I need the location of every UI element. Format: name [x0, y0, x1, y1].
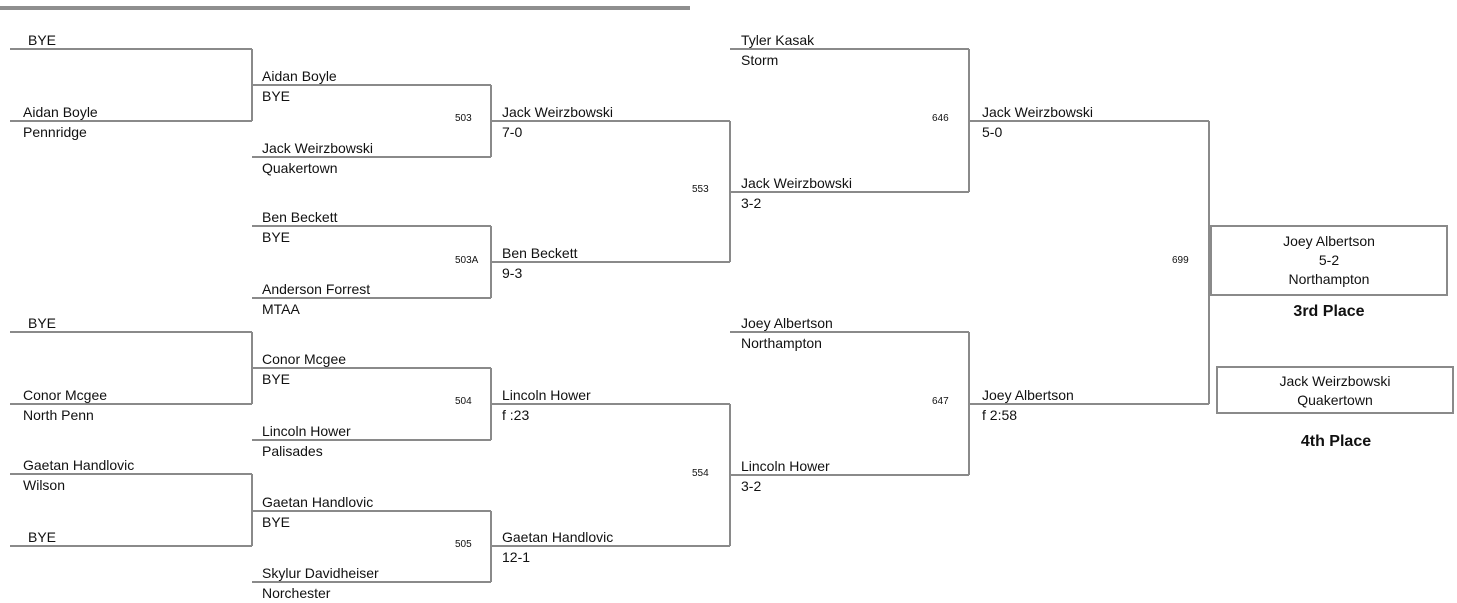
- r5-bottom-name: Joey Albertson: [982, 387, 1074, 403]
- r5-bottom-score: f 2:58: [982, 407, 1018, 423]
- r5-top-name: Jack Weirzbowski: [982, 104, 1093, 120]
- third-place-team: Northampton: [1288, 271, 1370, 287]
- r4-bottom-winner-score: 3-2: [741, 478, 762, 494]
- bout-number: 504: [455, 396, 472, 407]
- bout-number: 503: [455, 113, 472, 124]
- r4-top-winner-score: 3-2: [741, 195, 762, 211]
- bout-number: 503A: [455, 255, 479, 266]
- r2-m2-top-team: BYE: [262, 229, 291, 245]
- r1-b1-bottom-name: Aidan Boyle: [23, 104, 98, 120]
- r2-m4-top-name: Gaetan Handlovic: [262, 494, 374, 510]
- r2-m3-bottom-name: Lincoln Hower: [262, 423, 351, 439]
- r2-m2-bottom-team: MTAA: [262, 301, 300, 317]
- r1-b3-top-name: Gaetan Handlovic: [23, 457, 135, 473]
- r2-m3-top-team: BYE: [262, 371, 291, 387]
- third-place-name: Joey Albertson: [1283, 233, 1375, 249]
- bout-number: 505: [455, 539, 472, 550]
- r2-m2-bottom-name: Anderson Forrest: [262, 281, 371, 297]
- bout-number: 553: [692, 184, 709, 195]
- r4-top-winner-name: Jack Weirzbowski: [741, 175, 852, 191]
- r4-top-entry-name: Tyler Kasak: [741, 32, 815, 48]
- fourth-place-box: [1216, 366, 1454, 414]
- r3-w1-score: 7-0: [502, 124, 523, 140]
- r2-m1-top-name: Aidan Boyle: [262, 68, 337, 84]
- r3-w2-score: 9-3: [502, 265, 523, 281]
- bout-number: 554: [692, 468, 709, 479]
- bout-number: 646: [932, 113, 949, 124]
- bout-number: 699: [1172, 255, 1189, 266]
- r2-m2-top-name: Ben Beckett: [262, 209, 338, 225]
- r1-b3-bottom-name: BYE: [28, 529, 57, 545]
- fourth-place-label: 4th Place: [1300, 433, 1372, 450]
- r4-bottom-entry-name: Joey Albertson: [741, 315, 833, 331]
- r3-w4-name: Gaetan Handlovic: [502, 529, 614, 545]
- r2-m3-bottom-team: Palisades: [262, 443, 323, 459]
- r2-m1-bottom-team: Quakertown: [262, 160, 338, 176]
- r2-m4-bottom-name: Skylur Davidheiser: [262, 565, 379, 581]
- third-place-label: 3rd Place: [1293, 303, 1365, 320]
- r4-bottom-entry-team: Northampton: [741, 335, 822, 351]
- r5-top-score: 5-0: [982, 124, 1003, 140]
- r2-m1-top-team: BYE: [262, 88, 291, 104]
- r3-w4-score: 12-1: [502, 549, 531, 565]
- r1-b2-top-name: BYE: [28, 315, 57, 331]
- r3-w3-score: f :23: [502, 407, 530, 423]
- third-place-score: 5-2: [1318, 252, 1340, 268]
- r2-m4-top-team: BYE: [262, 514, 291, 530]
- r2-m4-bottom-team: Norchester: [262, 585, 331, 601]
- r1-b3-top-team: Wilson: [23, 477, 66, 493]
- r2-m1-bottom-name: Jack Weirzbowski: [262, 140, 373, 156]
- r1-b1-top-name: BYE: [28, 32, 57, 48]
- bout-number: 647: [932, 396, 949, 407]
- r1-b2-bottom-team: North Penn: [23, 407, 94, 423]
- r1-b2-bottom-name: Conor Mcgee: [23, 387, 108, 403]
- fourth-place-name: Jack Weirzbowski: [1279, 373, 1391, 389]
- r3-w2-name: Ben Beckett: [502, 245, 578, 261]
- r1-b1-bottom-team: Pennridge: [23, 124, 87, 140]
- fourth-place-team: Quakertown: [1297, 392, 1373, 408]
- r4-top-entry-team: Storm: [741, 52, 779, 68]
- r3-w3-name: Lincoln Hower: [502, 387, 591, 403]
- r4-bottom-winner-name: Lincoln Hower: [741, 458, 830, 474]
- third-place-box: [1210, 225, 1448, 296]
- r2-m3-top-name: Conor Mcgee: [262, 351, 347, 367]
- r3-w1-name: Jack Weirzbowski: [502, 104, 613, 120]
